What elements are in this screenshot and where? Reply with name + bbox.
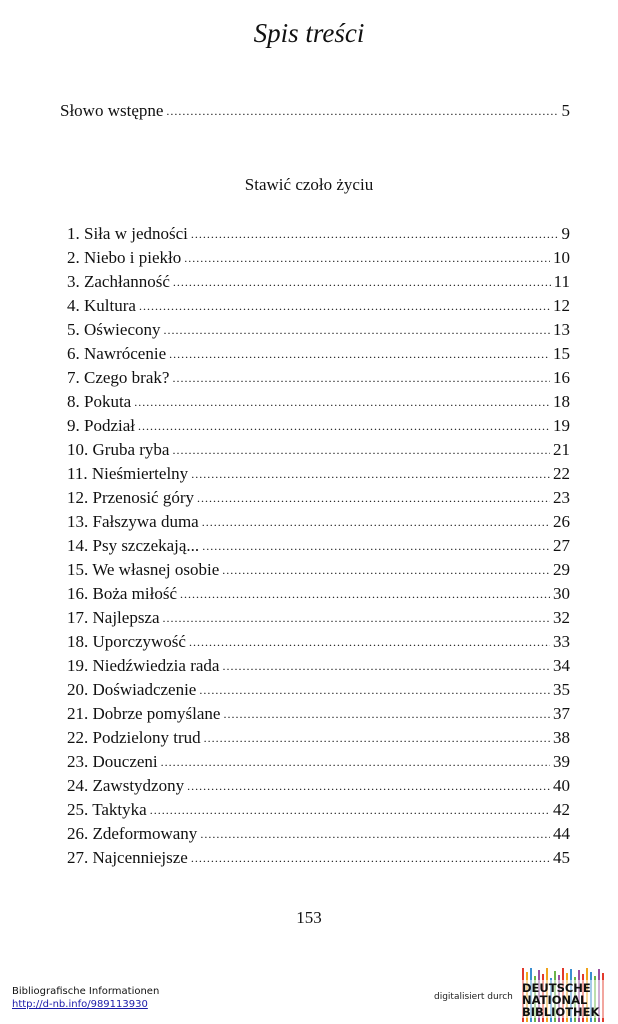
toc-entry-page: 26: [553, 512, 570, 531]
toc-entry-label: 8. Pokuta: [67, 392, 132, 411]
dot-leader: [189, 630, 550, 654]
toc-entry-label: 25. Taktyka: [67, 800, 147, 819]
toc-entry[interactable]: [67, 270, 570, 294]
toc-entry[interactable]: [67, 366, 570, 390]
toc-entry-label: 10. Gruba ryba: [67, 440, 170, 459]
dnb-logo-line-2: NATIONAL: [522, 993, 588, 1007]
toc-entry-page: 11: [553, 272, 570, 291]
toc-entry-page: 23: [553, 488, 570, 507]
toc-entry-label: 5. Oświecony: [67, 320, 161, 339]
bibliographic-info-link[interactable]: http://d-nb.info/989113930: [12, 999, 148, 1010]
dnb-logo-line-1: DEUTSCHE: [522, 981, 591, 995]
toc-entry[interactable]: [67, 750, 570, 774]
toc-entry-label: 12. Przenosić góry: [67, 488, 195, 507]
dot-leader: [139, 294, 550, 318]
toc-entry-page: 13: [553, 320, 570, 339]
bibliographic-info: [12, 985, 159, 1011]
toc-entry-page: 22: [553, 464, 570, 483]
toc-entry[interactable]: [67, 246, 570, 270]
toc-entry[interactable]: [67, 702, 570, 726]
toc-entry-page: 39: [553, 752, 570, 771]
dnb-logo-line-3: BIBLIOTHEK: [522, 1005, 600, 1019]
toc-entry-page: 27: [553, 536, 570, 555]
toc-entry[interactable]: [67, 414, 570, 438]
dot-leader: [161, 750, 550, 774]
toc-entry-label: 6. Nawrócenie: [67, 344, 167, 363]
toc-entry-label: 13. Fałszywa duma: [67, 512, 199, 531]
page-title: Spis treści: [253, 18, 365, 48]
toc-entry-page: 37: [553, 704, 570, 723]
toc-entry-page: 16: [553, 368, 570, 387]
toc-entry-label: 14. Psy szczekają...: [67, 536, 200, 555]
toc-entry[interactable]: [67, 606, 570, 630]
toc-entry[interactable]: [67, 654, 570, 678]
toc-entry[interactable]: [67, 462, 570, 486]
toc-entry-page: 9: [561, 224, 570, 243]
toc-entry[interactable]: [67, 294, 570, 318]
dot-leader: [191, 462, 550, 486]
toc-entry-page: 34: [553, 656, 570, 675]
dot-leader: [184, 246, 550, 270]
toc-entry-label: 23. Douczeni: [67, 752, 158, 771]
toc-entry[interactable]: [67, 486, 570, 510]
toc-entry[interactable]: [67, 534, 570, 558]
toc-entry-label: 11. Nieśmiertelny: [67, 464, 189, 483]
toc-entry-page: 12: [553, 296, 570, 315]
toc-entry-label: 1. Siła w jedności: [67, 224, 188, 243]
toc-entry-page: 18: [553, 392, 570, 411]
dot-leader: [163, 606, 550, 630]
toc-entry[interactable]: [67, 822, 570, 846]
toc-entry[interactable]: [67, 390, 570, 414]
toc-entry[interactable]: [67, 774, 570, 798]
dot-leader: [166, 99, 558, 123]
toc-entry[interactable]: [67, 342, 570, 366]
toc-entry-label: 21. Dobrze pomyślane: [67, 704, 221, 723]
toc-entry-page: 45: [553, 848, 570, 867]
toc-entry-page: 15: [553, 344, 570, 363]
toc-entry-label: 16. Boża miłość: [67, 584, 178, 603]
toc-entry-label: 4. Kultura: [67, 296, 136, 315]
dot-leader: [200, 822, 550, 846]
toc-entry-label: 22. Podzielony trud: [67, 728, 201, 747]
toc-entry[interactable]: [67, 726, 570, 750]
toc-entry-label: 19. Niedźwiedzia rada: [67, 656, 220, 675]
dot-leader: [202, 510, 550, 534]
dot-leader: [150, 798, 550, 822]
page-number: 153: [296, 908, 322, 927]
toc-entry[interactable]: [67, 798, 570, 822]
toc-entry-page: 19: [553, 416, 570, 435]
toc-entry-label: 17. Najlepsza: [67, 608, 160, 627]
toc-entry-label: 15. We własnej osobie: [67, 560, 220, 579]
dnb-logo-icon: [520, 968, 608, 1022]
toc-entry[interactable]: [67, 438, 570, 462]
toc-entry[interactable]: [67, 318, 570, 342]
dot-leader: [204, 726, 550, 750]
toc-entry[interactable]: [67, 630, 570, 654]
toc-entry-page: 21: [553, 440, 570, 459]
dot-leader: [172, 438, 550, 462]
toc-entry-label: 26. Zdeformowany: [67, 824, 198, 843]
bibliographic-info-label: Bibliografische Informationen: [12, 986, 160, 997]
toc-entry-label: 20. Doświadczenie: [67, 680, 197, 699]
section-heading: Stawić czoło życiu: [244, 175, 374, 194]
dot-leader: [222, 654, 550, 678]
toc-entry-label: 2. Niebo i piekło: [67, 248, 182, 267]
dot-leader: [187, 774, 550, 798]
toc-entry-page: 44: [553, 824, 570, 843]
toc-entry[interactable]: [67, 558, 570, 582]
toc-entry-label: Słowo wstępne: [60, 101, 164, 120]
dot-leader: [223, 702, 550, 726]
toc-entry-page: 42: [553, 800, 570, 819]
toc-entry-page: 38: [553, 728, 570, 747]
dot-leader: [173, 270, 551, 294]
dot-leader: [172, 366, 550, 390]
chapter-list: [67, 222, 570, 870]
dot-leader: [197, 486, 550, 510]
dot-leader: [202, 534, 550, 558]
dot-leader: [180, 582, 550, 606]
toc-entry[interactable]: [67, 222, 570, 246]
toc-entry[interactable]: [67, 582, 570, 606]
toc-entry-page: 32: [553, 608, 570, 627]
dot-leader: [199, 678, 550, 702]
digitized-by-label: digitalisiert durch: [434, 992, 513, 1002]
toc-entry[interactable]: [67, 678, 570, 702]
toc-entry-label: 18. Uporczywość: [67, 632, 186, 651]
dot-leader: [134, 390, 550, 414]
toc-entry-page: 5: [561, 101, 570, 120]
toc-entry-page: 29: [553, 560, 570, 579]
toc-entry-page: 10: [553, 248, 570, 267]
dot-leader: [163, 318, 550, 342]
toc-entry-label: 7. Czego brak?: [67, 368, 170, 387]
dot-leader: [191, 222, 559, 246]
toc-entry[interactable]: [67, 846, 570, 870]
toc-entry-page: 35: [553, 680, 570, 699]
dot-leader: [138, 414, 550, 438]
dot-leader: [191, 846, 550, 870]
toc-entry-page: 40: [553, 776, 570, 795]
toc-entry-page: 33: [553, 632, 570, 651]
toc-entry-label: 3. Zachłanność: [67, 272, 170, 291]
dot-leader: [169, 342, 550, 366]
toc-entry-label: 9. Podział: [67, 416, 135, 435]
toc-entry-page: 30: [553, 584, 570, 603]
toc-entry[interactable]: [67, 510, 570, 534]
dot-leader: [222, 558, 550, 582]
toc-entry-label: 24. Zawstydzony: [67, 776, 185, 795]
toc-entry-intro[interactable]: [60, 99, 570, 123]
toc-entry-label: 27. Najcenniejsze: [67, 848, 188, 867]
